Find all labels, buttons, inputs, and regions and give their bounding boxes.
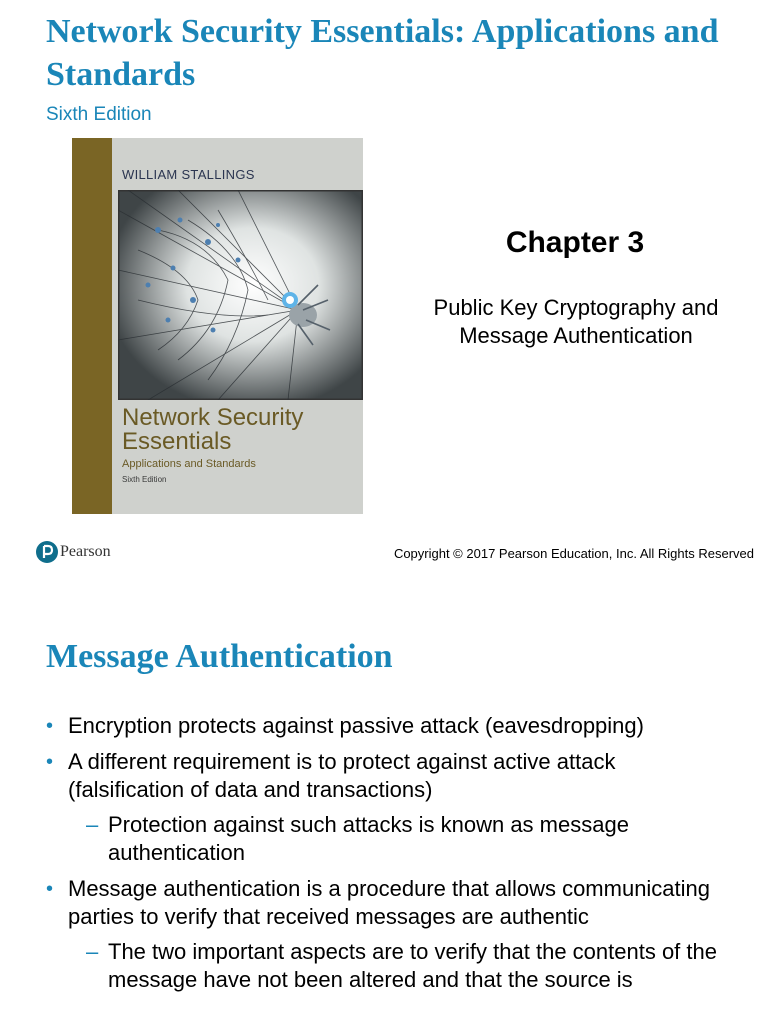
pearson-logo: [36, 540, 111, 564]
chapter-title: Chapter 3: [505, 226, 645, 259]
cover-subtitle: Applications and Standards: [122, 458, 256, 470]
copyright-notice: Copyright © 2017 Pearson Education, Inc. All Rights Reserved: [393, 546, 754, 561]
pearson-p-icon: [36, 541, 58, 563]
sub-bullet-item: [46, 811, 736, 867]
bullet-text: Message authentication is a procedure that allows communicating parties to verify that received messages are authentic: [68, 876, 711, 929]
bullet-item: [46, 875, 736, 994]
publisher-name: Pearson: [60, 543, 111, 560]
book-cover-image: [72, 138, 363, 514]
bullet-dot-icon: •: [46, 715, 54, 737]
sub-bullet-dash-icon: –: [86, 812, 99, 837]
bullet-item: [46, 712, 736, 740]
book-title: Network Security Essentials: Applications and Standards: [46, 13, 719, 93]
cover-spine: [72, 138, 112, 514]
sub-bullet-text: Protection against such attacks is known as message authentication: [108, 812, 629, 865]
cover-author: WILLIAM STALLINGS: [122, 167, 255, 182]
cover-series-line2: Essentials: [122, 428, 232, 455]
cover-series-line1: Network Security: [122, 404, 304, 431]
bullet-text: A different requirement is to protect against active attack (falsification of data and transactions): [68, 749, 616, 802]
cover-edition: Sixth Edition: [122, 475, 167, 484]
bullet-text: Encryption protects against passive attack (eavesdropping): [68, 713, 644, 738]
sub-bullet-item: [46, 938, 736, 994]
slide-title: Message Authentication: [46, 638, 393, 675]
bullet-dot-icon: •: [46, 751, 54, 773]
sub-bullet-text: The two important aspects are to verify that the contents of the message have not been altered and that the source is: [108, 939, 717, 992]
edition-label: Sixth Edition: [46, 104, 152, 125]
message-authentication-slide: [0, 580, 768, 1024]
bullet-list: [46, 712, 736, 1002]
bullet-dot-icon: •: [46, 878, 54, 900]
bullet-item: [46, 748, 736, 867]
cover-spiderweb-art: [118, 190, 363, 400]
cover-series-title: [122, 406, 303, 454]
chapter-subtitle: Public Key Cryptography and Message Authentication: [433, 295, 719, 348]
sub-bullet-dash-icon: –: [86, 939, 99, 964]
